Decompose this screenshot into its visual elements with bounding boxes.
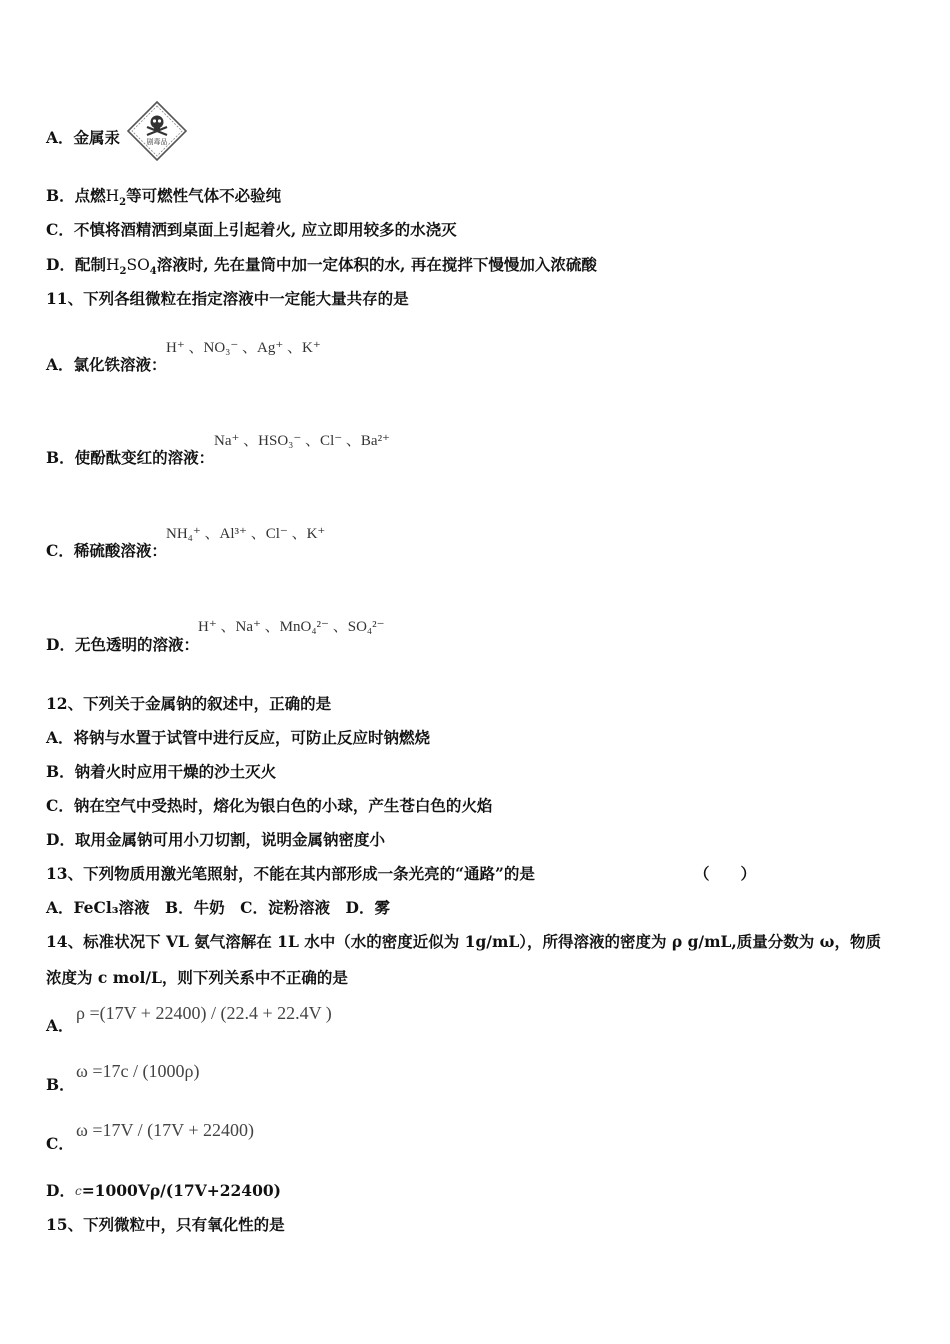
q12-option-a: A．将钠与水置于试管中进行反应，可防止反应时钠燃烧 (46, 728, 431, 747)
q11-option-a: A．氯化铁溶液： (46, 355, 167, 374)
q14-stem-line2: 浓度为 c mol/L，则下列关系中不正确的是 (46, 968, 348, 987)
q12-option-d: D．取用金属钠可用小刀切割，说明金属钠密度小 (46, 830, 385, 849)
q14-option-b: B． (46, 1075, 75, 1094)
q11-a-ions: H⁺ 、NO₃⁻ 、Ag⁺ 、K⁺ (166, 340, 321, 356)
q14-stem-line1: 14、标准状况下 VL 氨气溶解在 1L 水中（水的密度近似为 1g/mL），所得溶液的密度为 ρ g/mL,质量分数为 ω，物质 (46, 932, 881, 951)
q11-b-ions: Na⁺ 、HSO₃⁻ 、Cl⁻ 、Ba²⁺ (214, 433, 390, 449)
q10-option-d: D．配制$H_2SO_4$溶液时, 先在量筒中加一定体积的水, 再在搅拌下慢慢加入浓硫酸 (46, 255, 597, 278)
q14-c-formula: ω =17V / (17V + 22400) (76, 1120, 254, 1140)
q11-option-d: D．无色透明的溶液： (46, 635, 199, 654)
q13-options: A．FeCl₃溶液 B．牛奶 C．淀粉溶液 D．雾 (46, 898, 390, 917)
svg-text:剧毒品: 剧毒品 (146, 138, 168, 146)
q15-stem: 15、下列微粒中，只有氧化性的是 (46, 1215, 285, 1234)
q11-d-ions: H⁺ 、Na⁺ 、MnO₄²⁻ 、SO₄²⁻ (198, 619, 385, 635)
q12-option-b: B．钠着火时应用干燥的沙土灭火 (46, 762, 277, 781)
q14-option-c: C． (46, 1134, 74, 1153)
q10-option-c: C．不慎将酒精洒到桌面上引起着火, 应立即用较多的水浇灭 (46, 220, 457, 239)
q10-option-b: B．点燃$H_2$等可燃性气体不必验纯 (46, 186, 282, 209)
q13-stem: 13、下列物质用激光笔照射，不能在其内部形成一条光亮的“通路”的是 (46, 864, 535, 883)
q14-option-d: D．$^c$=1000Vρ/(17V+22400) (46, 1181, 281, 1200)
q11-option-c: C．稀硫酸溶液： (46, 541, 167, 560)
q11-option-b: B．使酚酞变红的溶液： (46, 448, 215, 467)
q14-a-formula: ρ =(17V + 22400) / (22.4 + 22.4V ) (76, 1003, 332, 1023)
poison-sign-icon (126, 100, 188, 162)
q11-c-ions: NH₄⁺ 、Al³⁺ 、Cl⁻ 、K⁺ (166, 526, 326, 542)
q14-option-a: A． (46, 1016, 74, 1035)
q14-b-formula: ω =17c / (1000ρ) (76, 1061, 200, 1081)
q12-option-c: C．钠在空气中受热时，熔化为银白色的小球，产生苍白色的火焰 (46, 796, 493, 815)
q12-stem: 12、下列关于金属钠的叙述中，正确的是 (46, 694, 332, 713)
q13-answer-paren: （ ） (694, 864, 757, 883)
q11-stem: 11、下列各组微粒在指定溶液中一定能大量共存的是 (46, 289, 409, 308)
q10-option-a: A．金属汞 (46, 128, 121, 147)
